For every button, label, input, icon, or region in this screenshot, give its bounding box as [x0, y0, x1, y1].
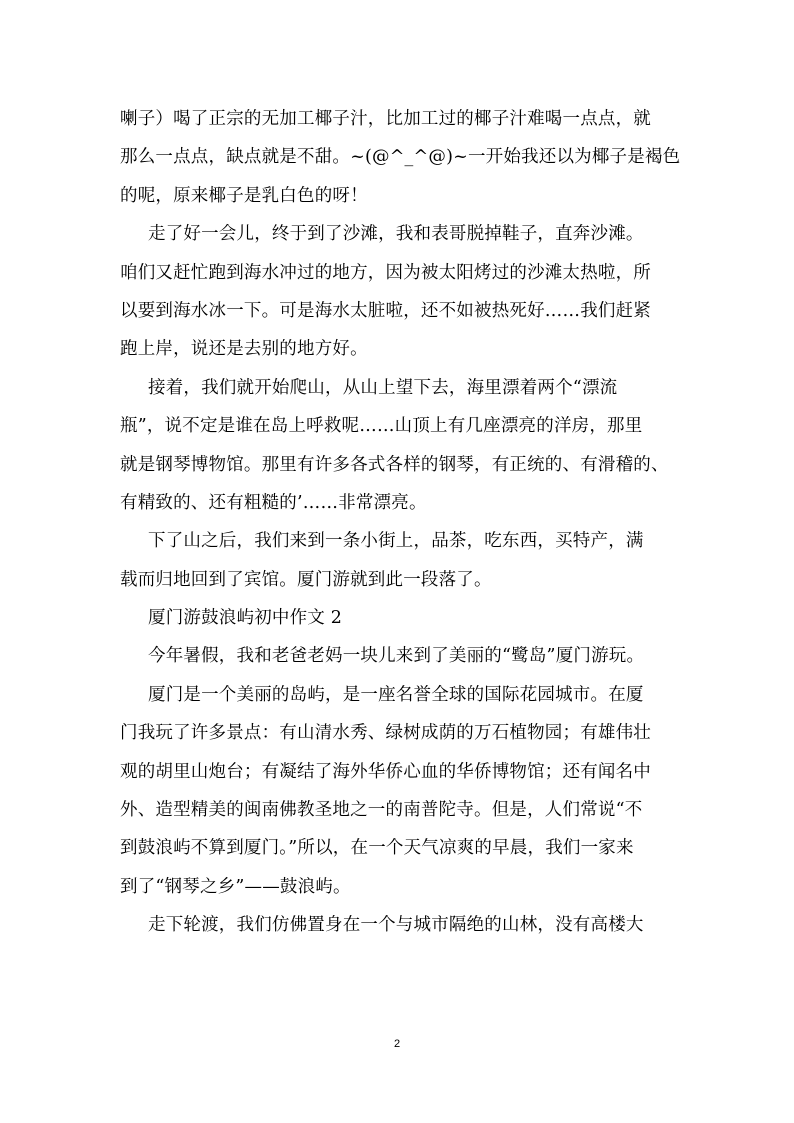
text-line: 咱们又赶忙跑到海水冲过的地方，因为被太阳烤过的沙滩太热啦，所 [120, 262, 651, 283]
paragraph-3 [120, 369, 680, 523]
paragraph-4 [120, 522, 680, 599]
text-line: 到了“钢琴之乡”——鼓浪屿。 [120, 876, 351, 897]
text-line: 观的胡里山炮台；有凝结了海外华侨心血的华侨博物馆；还有闻名中 [120, 761, 651, 782]
page-number: 2 [393, 1038, 401, 1050]
text-line: 有精致的、还有粗糙的’……非常漂亮。 [120, 492, 427, 513]
paragraph-5 [120, 637, 680, 675]
paragraph-7 [120, 906, 680, 944]
paragraph-1 [120, 100, 680, 215]
text-line: 那么一点点，缺点就是不甜。~(@^_^@)~一开始我还以为椰子是褐色 [120, 147, 681, 168]
text-line: 下了山之后，我们来到一条小街上，品茶，吃东西，买特产，满 [148, 531, 644, 552]
text-line: 外、造型精美的闽南佛教圣地之一的南普陀寺。但是，人们常说“不 [120, 800, 643, 821]
paragraph-2 [120, 215, 680, 369]
section-title: 厦门游鼓浪屿初中作文 2 [148, 608, 343, 629]
paragraph-6 [120, 676, 680, 906]
text-line: 的呢，原来椰子是乳白色的呀！ [120, 185, 368, 206]
text-line: 就是钢琴博物馆。那里有许多各式各样的钢琴，有正统的、有滑稽的、 [120, 454, 669, 475]
text-line: 瓶”，说不定是谁在岛上呼救呢……山顶上有几座漂亮的洋房，那里 [120, 416, 643, 437]
text-line: 接着，我们就开始爬山，从山上望下去，海里漂着两个“漂流 [148, 377, 618, 398]
section-heading [120, 599, 680, 637]
text-line: 以要到海水冰一下。可是海水太脏啦，还不如被热死好……我们赶紧 [120, 300, 651, 321]
text-line: 今年暑假，我和老爸老妈一块儿来到了美丽的“鹭岛”厦门游玩。 [148, 646, 645, 667]
text-line: 厦门是一个美丽的岛屿，是一座名誉全球的国际花园城市。在厦 [148, 684, 644, 705]
text-line: 喇子）喝了正宗的无加工椰子汁，比加工过的椰子汁难喝一点点，就 [120, 109, 651, 129]
document-body [120, 100, 680, 945]
text-line: 载而归地回到了宾馆。厦门游就到此一段落了。 [120, 569, 492, 590]
text-line: 门我玩了许多景点：有山清水秀、绿树成荫的万石植物园；有雄伟壮 [120, 723, 651, 744]
text-line: 走下轮渡，我们仿佛置身在一个与城市隔绝的山林，没有高楼大 [148, 915, 644, 936]
text-line: 到鼓浪屿不算到厦门。”所以，在一个天气凉爽的早晨，我们一家来 [120, 838, 634, 859]
text-line: 跑上岸，说还是去别的地方好。 [120, 339, 368, 360]
text-line: 走了好一会儿，终于到了沙滩，我和表哥脱掉鞋子，直奔沙滩。 [148, 224, 644, 245]
